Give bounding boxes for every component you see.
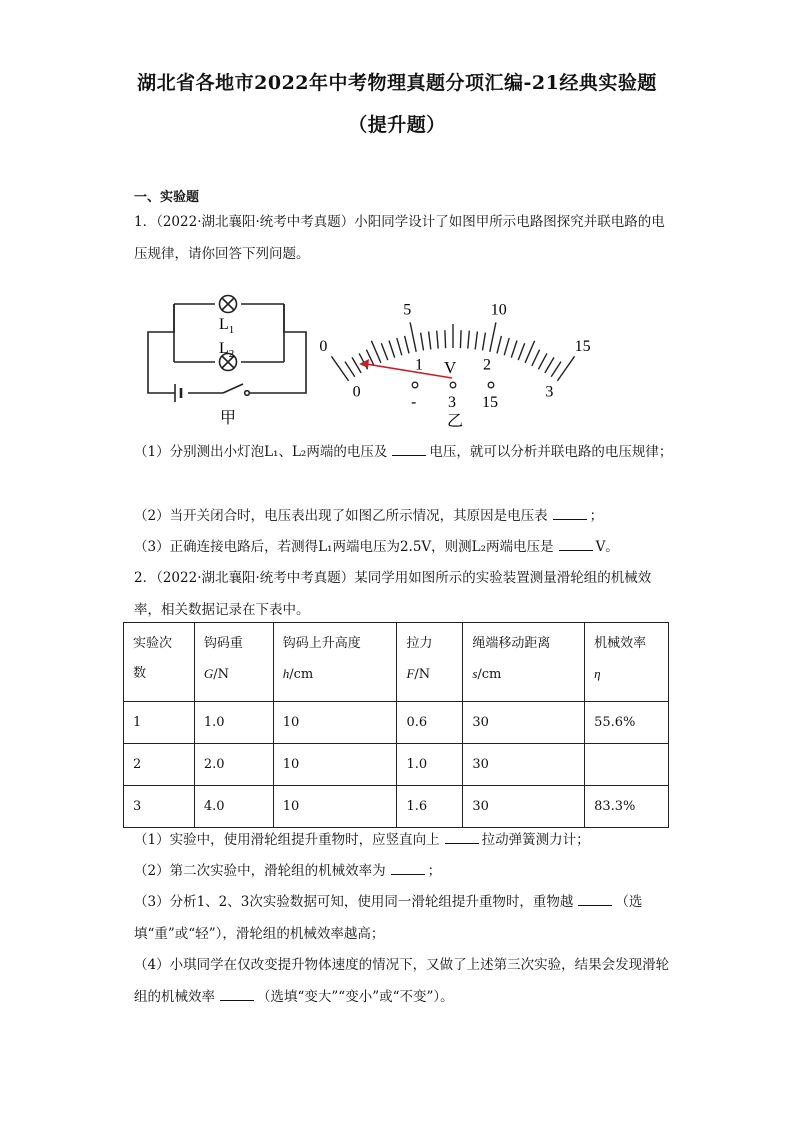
dial-tick: [475, 332, 477, 350]
voltmeter-symbol: V: [444, 358, 457, 377]
table-cell: 2.0: [194, 744, 273, 786]
header-efficiency: 机械效率 η: [585, 623, 669, 702]
table-cell: 4.0: [194, 786, 273, 828]
answer-blank[interactable]: [392, 441, 426, 456]
dial-tick: [445, 330, 446, 348]
table-cell: [585, 744, 669, 786]
question-2-stem: 2．（2022·湖北襄阳·统考中考真题）某同学用如图所示的实验装置测量滑轮组的机械效率，相关数据记录在下表中。: [134, 570, 652, 618]
dial-tick: [437, 331, 439, 349]
table-cell: 83.3%: [585, 786, 669, 828]
dial-upper-label: 0: [319, 337, 328, 355]
dial-tick: [331, 356, 348, 381]
header-height: 钩码上升高度 h/cm: [273, 623, 397, 702]
table-cell: 55.6%: [585, 702, 669, 744]
lamp-l2-label: $L_2$: [219, 340, 235, 360]
header-weight: 钩码重 G/N: [194, 623, 273, 702]
needle-arrowhead: [359, 359, 369, 368]
dial-tick: [421, 333, 424, 351]
question-2-part-1: （1）实验中，使用滑轮组提升重物时，应竖直向上 拉动弹簧测力计；: [134, 824, 674, 856]
dial-tick: [551, 362, 561, 377]
dial-tick: [490, 322, 496, 351]
dial-lower-label: 1: [415, 356, 423, 374]
terminal-negative-label: -: [411, 392, 417, 411]
answer-blank[interactable]: [445, 829, 479, 844]
dial-tick: [405, 336, 409, 354]
dial-tick: [532, 350, 540, 366]
table-cell: 10: [273, 786, 397, 828]
dial-tick: [538, 353, 547, 369]
terminal-15v: [488, 382, 494, 388]
dial-tick: [557, 356, 574, 381]
dial-tick: [545, 357, 554, 373]
answer-blank[interactable]: [220, 986, 254, 1001]
voltmeter-needle: [366, 364, 452, 378]
table-cell: 1.0: [397, 744, 463, 786]
table-cell: 1.0: [194, 702, 273, 744]
document-subtitle: （提升题）: [348, 114, 446, 136]
experiment-data-table: [123, 622, 669, 828]
dial-tick: [389, 341, 395, 358]
question-1-part-1: （1）分别测出小灯泡L₁、L₂两端的电压及 电压，就可以分析并联电路的电压规律；: [134, 436, 674, 468]
table-cell: 1.6: [397, 786, 463, 828]
dial-upper-label: 10: [490, 301, 507, 319]
terminal-negative: [412, 382, 418, 388]
dial-upper-label: 5: [403, 301, 412, 319]
table-row: [124, 702, 669, 744]
switch-contact: [245, 391, 250, 396]
dial-tick: [504, 338, 509, 355]
dial-tick: [381, 343, 388, 360]
table-cell: 10: [273, 744, 397, 786]
table-cell: 30: [463, 786, 585, 828]
answer-blank[interactable]: [578, 891, 612, 906]
dial-tick: [483, 333, 486, 351]
table-cell: 30: [463, 702, 585, 744]
dial-lower-label: 3: [545, 383, 554, 401]
terminal-3v: [450, 382, 456, 388]
table-cell: 10: [273, 702, 397, 744]
question-1-part-2: （2）当开关闭合时，电压表出现了如图乙所示情况，其原因是电压表 ；: [134, 500, 674, 532]
dial-lower-label: 2: [483, 356, 491, 374]
dial-tick: [371, 341, 381, 363]
table-cell: 2: [124, 744, 195, 786]
question-1-part-3: （3）正确连接电路后，若测得L₁两端电压为2.5V，则测L₂两端电压是 V。: [134, 531, 674, 563]
section-heading: 一、实验题: [134, 190, 200, 205]
question-2-part-4: （4）小琪同学在仅改变提升物体速度的情况下，又做了上述第三次实验，结果会发现滑轮组的机械效率 （选填“变大”“变小”或“不变”）。: [134, 957, 670, 1005]
terminal-3v-label: 3: [448, 394, 456, 411]
dial-tick: [345, 362, 355, 377]
dial-tick: [429, 332, 431, 350]
answer-blank[interactable]: [559, 536, 593, 551]
figure-caption-jia: 甲: [220, 408, 237, 427]
figure-caption-yi: 乙: [447, 411, 464, 430]
dial-tick: [468, 331, 470, 349]
table-row: [124, 786, 669, 828]
question-2-part-2: （2）第二次实验中，滑轮组的机械效率为 ；: [134, 855, 674, 887]
dial-tick: [525, 341, 535, 363]
dial-tick: [518, 343, 525, 360]
table-cell: 1: [124, 702, 195, 744]
dial-tick: [410, 322, 416, 351]
table-cell: 30: [463, 744, 585, 786]
answer-blank[interactable]: [391, 860, 425, 875]
question-1-stem: 1．（2022·湖北襄阳·统考中考真题）小阳同学设计了如图甲所示电路图探究并联电路的电压规律，请你回答下列问题。: [134, 214, 665, 262]
dial-tick: [511, 341, 517, 358]
table-cell: 3: [124, 786, 195, 828]
dial-upper-label: 15: [574, 337, 591, 355]
terminal-15v-label: 15: [482, 394, 498, 411]
header-distance: 绳端移动距离 s/cm: [463, 623, 585, 702]
answer-blank[interactable]: [553, 505, 587, 520]
document-title: 湖北省各地市2022年中考物理真题分项汇编-21经典实验题: [137, 72, 657, 94]
table-cell: 0.6: [397, 702, 463, 744]
header-force: 拉力 F/N: [397, 623, 463, 702]
dial-lower-label: 0: [352, 383, 361, 401]
question-1-figures: [0, 0, 794, 440]
table-row: [124, 744, 669, 786]
table-header-row: [124, 623, 669, 702]
lamp-l1-label: $L_1$: [219, 316, 235, 336]
dial-tick: [497, 336, 501, 354]
lamp-l1-icon: [220, 296, 237, 313]
dial-tick: [352, 357, 361, 373]
dial-tick: [397, 338, 402, 355]
dial-tick: [460, 330, 461, 348]
header-trial: 实验次 数: [124, 623, 195, 702]
question-2-part-3: （3）分析1、2、3次实验数据可知，使用同一滑轮组提升重物时，重物越 （选填“重”或“轻”），滑轮组的机械效率越高；: [134, 886, 674, 950]
voltmeter-dial-yi: [319, 302, 590, 430]
